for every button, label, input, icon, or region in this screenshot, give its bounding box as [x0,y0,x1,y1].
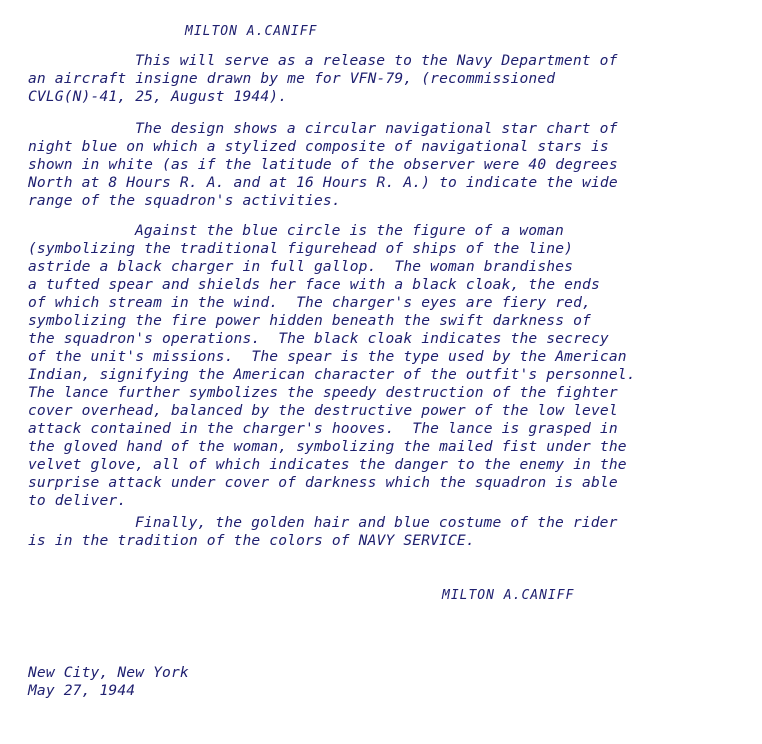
text-line: Finally, the golden hair and blue costume of the rider [135,514,618,531]
text-line: to deliver. [28,492,127,509]
text-line: of which stream in the wind. The charger's eyes are fiery red, [28,294,591,311]
text-line: cover overhead, balanced by the destructive power of the low level [28,402,618,419]
text-line: astride a black charger in full gallop. The woman brandishes [28,258,574,275]
date: May 27, 1944 [28,682,136,699]
place: New City, New York [28,664,189,681]
text-line: surprise attack under cover of darkness which the squadron is able [28,474,618,491]
text-line: The design shows a circular navigational star chart of [135,120,618,137]
text-line: Indian, signifying the American character of the outfit's personnel. [28,366,636,383]
signature-name: MILTON A.CANIFF [442,588,575,603]
text-line: is in the tradition of the colors of NAVY SERVICE. [28,532,475,549]
text-line: shown in white (as if the latitude of the observer were 40 degrees [28,156,618,173]
letterhead-name: MILTON A.CANIFF [185,24,318,39]
text-line: attack contained in the charger's hooves. The lance is grasped in [28,420,618,437]
text-line: Against the blue circle is the figure of a woman [135,222,564,239]
text-line: symbolizing the fire power hidden beneath the swift darkness of [28,312,591,329]
text-line: The lance further symbolizes the speedy destruction of the fighter [28,384,618,401]
text-line: of the unit's missions. The spear is the type used by the American [28,348,627,365]
text-line: CVLG(N)-41, 25, August 1944). [28,88,288,105]
text-line: (symbolizing the traditional figurehead of ships of the line) [28,240,574,257]
text-line: North at 8 Hours R. A. and at 16 Hours R. A.) to indicate the wide [28,174,618,191]
text-line: This will serve as a release to the Navy Department of [135,52,618,69]
text-line: a tufted spear and shields her face with a black cloak, the ends [28,276,600,293]
text-line: the gloved hand of the woman, symbolizing the mailed fist under the [28,438,627,455]
text-line: velvet glove, all of which indicates the danger to the enemy in the [28,456,627,473]
text-line: an aircraft insigne drawn by me for VFN-79, (recommissioned [28,70,556,87]
text-line: range of the squadron's activities. [28,192,341,209]
text-line: night blue on which a stylized composite of navigational stars is [28,138,609,155]
text-line: the squadron's operations. The black cloak indicates the secrecy [28,330,609,347]
